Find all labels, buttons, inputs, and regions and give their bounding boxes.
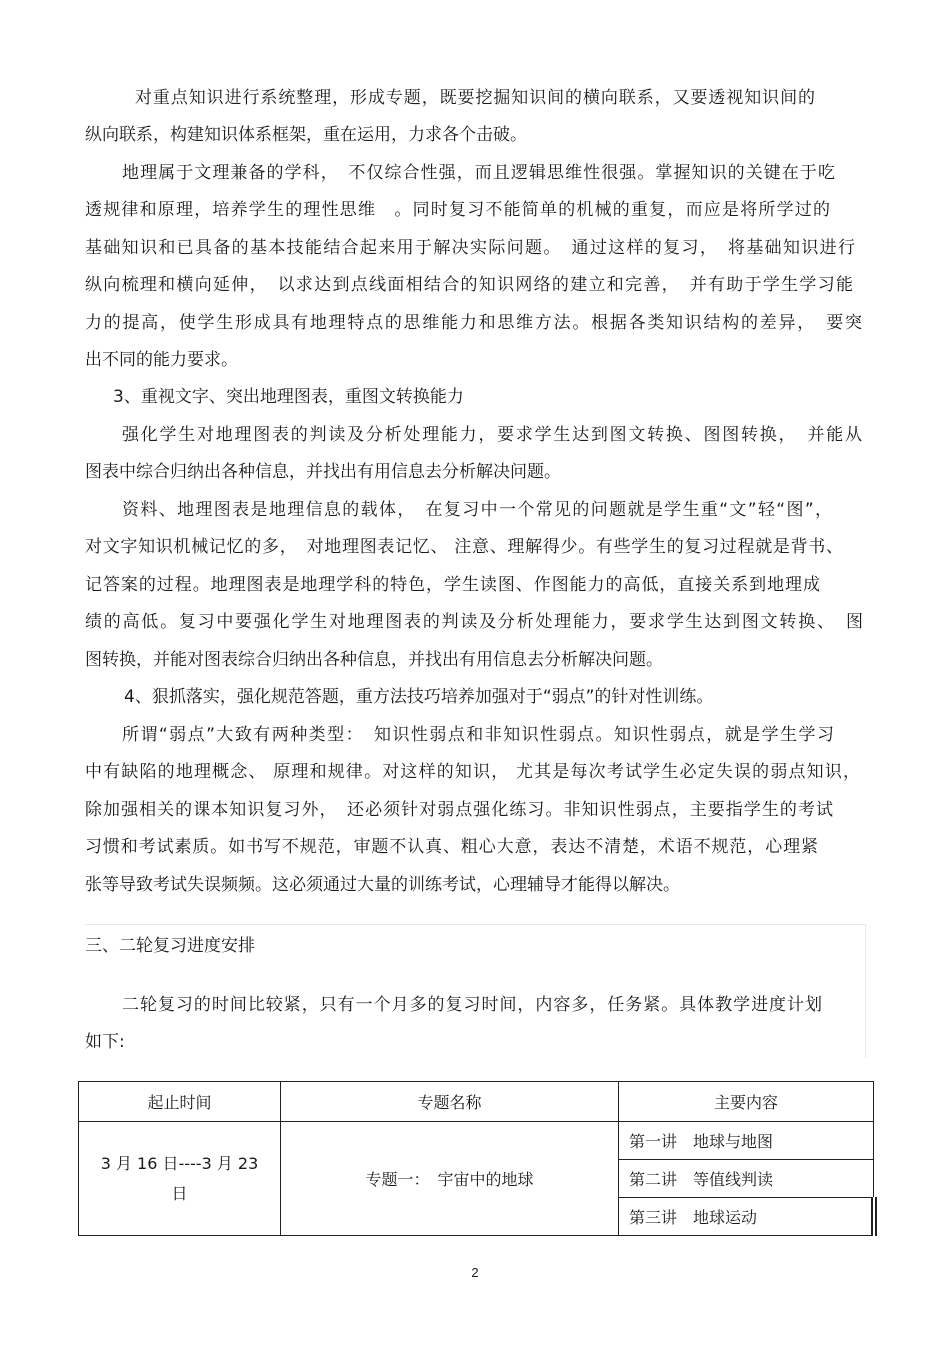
para5-line5: 张等导致考试失误频频。这必须通过大量的训练考试，心理辅导才能得以解决。: [85, 875, 680, 895]
schedule-table: [78, 1081, 877, 1236]
para5-line4: 习惯和考试素质。如书写不规范，审题不认真、粗心大意，表达不清楚，术语不规范，心理紧: [85, 837, 818, 857]
section-intro-line1: 二轮复习的时间比较紧，只有一个月多的复习时间，内容多，任务紧。具体教学进度计划: [122, 995, 822, 1015]
para2-line3: 基础知识和已具备的基本技能结合起来用于解决实际问题。 通过这样的复习， 将基础知识进行: [85, 238, 855, 258]
header-content: 主要内容: [619, 1082, 874, 1122]
row-content-2: 第二讲 等值线判读: [619, 1160, 874, 1198]
section-intro-line2: 如下:: [85, 1032, 125, 1052]
para4-line5: 图转换，并能对图表综合归纳出各种信息，并找出有用信息去分析解决问题。: [85, 650, 663, 670]
header-time: 起止时间: [79, 1082, 281, 1122]
para3-line1: 强化学生对地理图表的判读及分析处理能力，要求学生达到图文转换、图图转换， 并能从: [122, 425, 862, 445]
table-header-row: [79, 1082, 874, 1122]
para4-line2: 对文字知识机械记忆的多， 对地理图表记忆、 注意、理解得少。有些学生的复习过程就是背书、: [85, 537, 843, 557]
row-topic: 专题一： 宇宙中的地球: [281, 1122, 619, 1236]
para1-line2: 纵向联系，构建知识体系框架，重在运用，力求各个击破。: [85, 125, 527, 145]
para5-line1: 所谓“弱点”大致有两种类型： 知识性弱点和非知识性弱点。知识性弱点，就是学生学习: [122, 725, 834, 745]
point3-heading: 3、重视文字、突出地理图表，重图文转换能力: [113, 387, 464, 407]
table-row: [79, 1122, 874, 1160]
section-heading: 三、二轮复习进度安排: [85, 936, 255, 956]
row-time: 3 月 16 日----3 月 23 日: [79, 1122, 281, 1236]
para2-line5: 力的提高，使学生形成具有地理特点的思维能力和思维方法。根据各类知识结构的差异， 要突: [85, 313, 862, 333]
para4-line1: 资料、地理图表是地理信息的载体， 在复习中一个常见的问题就是学生重“文”轻“图”，: [122, 500, 832, 520]
row-content-1: 第一讲 地球与地图: [619, 1122, 874, 1160]
para2-line1: 地理属于文理兼备的学科， 不仅综合性强，而且逻辑思维性很强。掌握知识的关键在于吃: [122, 163, 835, 183]
para3-line2: 图表中综合归纳出各种信息，并找出有用信息去分析解决问题。: [85, 462, 561, 482]
para2-line6: 出不同的能力要求。: [85, 350, 238, 370]
page-number: 2: [471, 1265, 479, 1280]
para4-line4: 绩的高低。复习中要强化学生对地理图表的判读及分析处理能力，要求学生达到图文转换、 图: [85, 612, 863, 632]
para2-line4: 纵向梳理和横向延伸， 以求达到点线面相结合的知识网络的建立和完善， 并有助于学生学习能: [85, 275, 853, 295]
point4-heading: 4、狠抓落实，强化规范答题，重方法技巧培养加强对于“弱点”的针对性训练。: [124, 687, 714, 707]
row-content-3: 第三讲 地球运动: [619, 1198, 874, 1236]
para4-line3: 记答案的过程。地理图表是地理学科的特色，学生读图、作图能力的高低，直接关系到地理成: [85, 575, 820, 595]
header-topic: 专题名称: [281, 1082, 619, 1122]
para1-line1: 对重点知识进行系统整理，形成专题，既要挖掘知识间的横向联系，又要透视知识间的: [135, 88, 815, 108]
para2-line2: 透规律和原理，培养学生的理性思维 。同时复习不能简单的机械的重复，而应是将所学过的: [85, 200, 830, 220]
para5-line2: 中有缺陷的地理概念、 原理和规律。对这样的知识， 尤其是每次考试学生必定失误的弱点知识，: [85, 762, 860, 782]
para5-line3: 除加强相关的课本知识复习外， 还必须针对弱点强化练习。非知识性弱点，主要指学生的考试: [85, 800, 833, 820]
